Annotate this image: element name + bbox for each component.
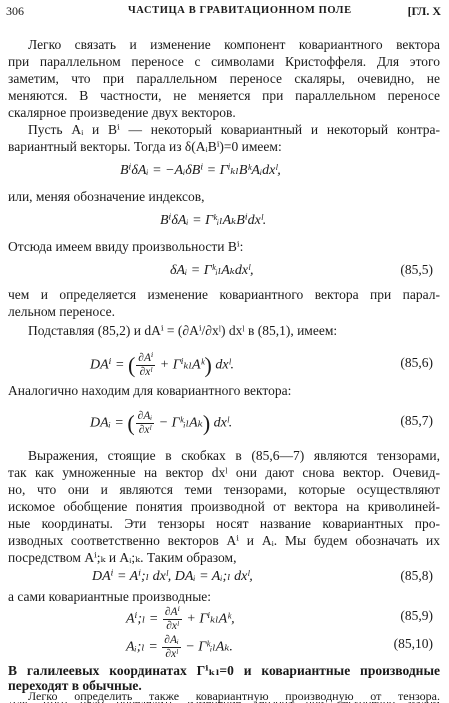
partial-fraction [136,352,155,379]
chapter-label: [ГЛ. X [407,4,441,18]
text-line: Легко связать и изменение компонент ковариантного вектора [28,37,440,52]
equation-number: (85,5) [400,262,433,277]
equation-tail: dxˡ. [213,415,233,431]
equation-body [90,410,232,437]
text-line: но, что они и являются теми тензорами, которые осуществляют [8,482,440,497]
text-line: или, меняя обозначение индексов, [8,189,205,204]
equation-number: (85,9) [400,608,433,623]
equation-term: − ΓᵏᵢₗAₖ [158,415,203,431]
equation-body [126,634,233,661]
equation-number: (85,7) [400,413,433,428]
equation-body [90,352,234,379]
text-line: В галилеевых координатах Γⁱₖₗ=0 и ковариантные производные [8,663,440,678]
text-line: посредством Aⁱ;ₖ и Aᵢ;ₖ. Таким образом, [8,550,237,565]
equation-term: − ΓᵏᵢₗAₖ. [185,639,233,655]
partial-fraction [163,606,182,633]
running-title: ЧАСТИЦА В ГРАВИТАЦИОННОМ ПОЛЕ [128,5,352,16]
fraction-numerator: ∂Aⁱ [164,606,180,618]
fraction-denominator: ∂xˡ [139,366,152,378]
fraction-numerator: ∂Aⁱ [138,352,154,364]
text-line: ные координаты. Эти тензоры носят название ковариантных про- [8,516,440,531]
text-line: при параллельном переносе с символами Кристоффеля. Для этого [8,54,440,69]
text-line: Выражения, стоящие в скобках в (85,6—7) являются тензорами, [28,448,440,463]
equation-85-7 [0,404,449,436]
equation-tail: dxˡ. [215,357,234,373]
text-line: заметим, что при параллельном переносе скаляры, очевидно, не [8,71,440,86]
equation-body: DAⁱ = Aⁱ;ₗ dxˡ, DAᵢ = Aᵢ;ₗ dxˡ, [92,569,253,584]
equation-body: BⁱδAᵢ = −AᵢδBⁱ = ΓⁱₖₗBᵏAᵢdxˡ, [120,163,281,178]
text-line: Легко определить также ковариантную производную от тензора. [28,689,440,703]
equation-number: (85,8) [400,568,433,583]
equation-term: + ΓⁱₖₗAᵏ [159,357,205,373]
equation-number: (85,10) [393,636,433,651]
page-number: 306 [6,4,24,18]
equation-number: (85,6) [400,355,433,370]
text-line: лельном переносе. [8,304,116,319]
text-line: Аналогично находим для ковариантного вектора: [8,383,292,398]
partial-fraction [136,410,155,437]
text-line: так как умноженные на вектор dxˡ они дают снова вектор. Очевид- [8,465,440,480]
equation-lhs: DAᵢ = [90,415,124,431]
partial-fraction [162,634,181,661]
text-line: скалярное произведение двух векторов. [8,105,236,120]
equation-body: δAᵢ = ΓᵏᵢₗAₖdxˡ, [170,263,254,278]
right-paren: ) [204,352,212,378]
equation-term: + ΓⁱₖₗAᵏ, [186,611,235,627]
text-line: вариантный векторы. Тогда из δ(AᵢBⁱ)=0 имеем: [8,139,282,154]
fraction-numerator: ∂Aᵢ [137,410,153,422]
equation-body: BⁱδAᵢ = ΓᵏᵢₗAₖBⁱdxˡ. [160,213,267,228]
fraction-denominator: ∂xˡ [138,424,152,436]
fraction-numerator: ∂Aᵢ [164,634,179,646]
equation-lhs: DAⁱ = [90,357,125,373]
fraction-denominator: ∂xˡ [166,620,179,632]
equation-85-9 [0,602,449,632]
right-paren: ) [202,410,211,436]
equation-lhs: Aⁱ;ₗ = [126,611,159,627]
equation-85-6 [0,346,449,378]
equation-85-10 [0,630,449,660]
text-line: Отсюда имеем ввиду произвольности Bⁱ: [8,239,244,254]
page-header [6,4,441,20]
text-line: переходят в обычные. [8,678,142,693]
text-line: чем и определяется изменение ковариантного вектора при парал- [8,287,440,302]
text-line: меняются. В частности, не меняется при параллельном переносе [8,88,440,103]
left-paren: ( [127,410,135,436]
text-line: а сами ковариантные производные: [8,589,212,604]
text-line: Подставляя (85,2) и dAⁱ = (∂Aⁱ/∂xˡ) dxˡ в (85,1), имеем: [28,323,338,338]
left-paren: ( [127,352,136,378]
equation-body [126,606,235,633]
text-line: искомое обобщение понятия производной от вектора на криволиней- [8,499,440,514]
equation-lhs: Aᵢ;ₗ = [126,639,158,655]
fraction-denominator: ∂xˡ [165,648,178,660]
text-line: Пусть Aᵢ и Bⁱ — некоторый ковариантный и некоторый контра- [28,122,440,137]
text-line: изводных соответственно векторов Aⁱ и Aᵢ. Мы будем обозначать их [8,533,440,548]
